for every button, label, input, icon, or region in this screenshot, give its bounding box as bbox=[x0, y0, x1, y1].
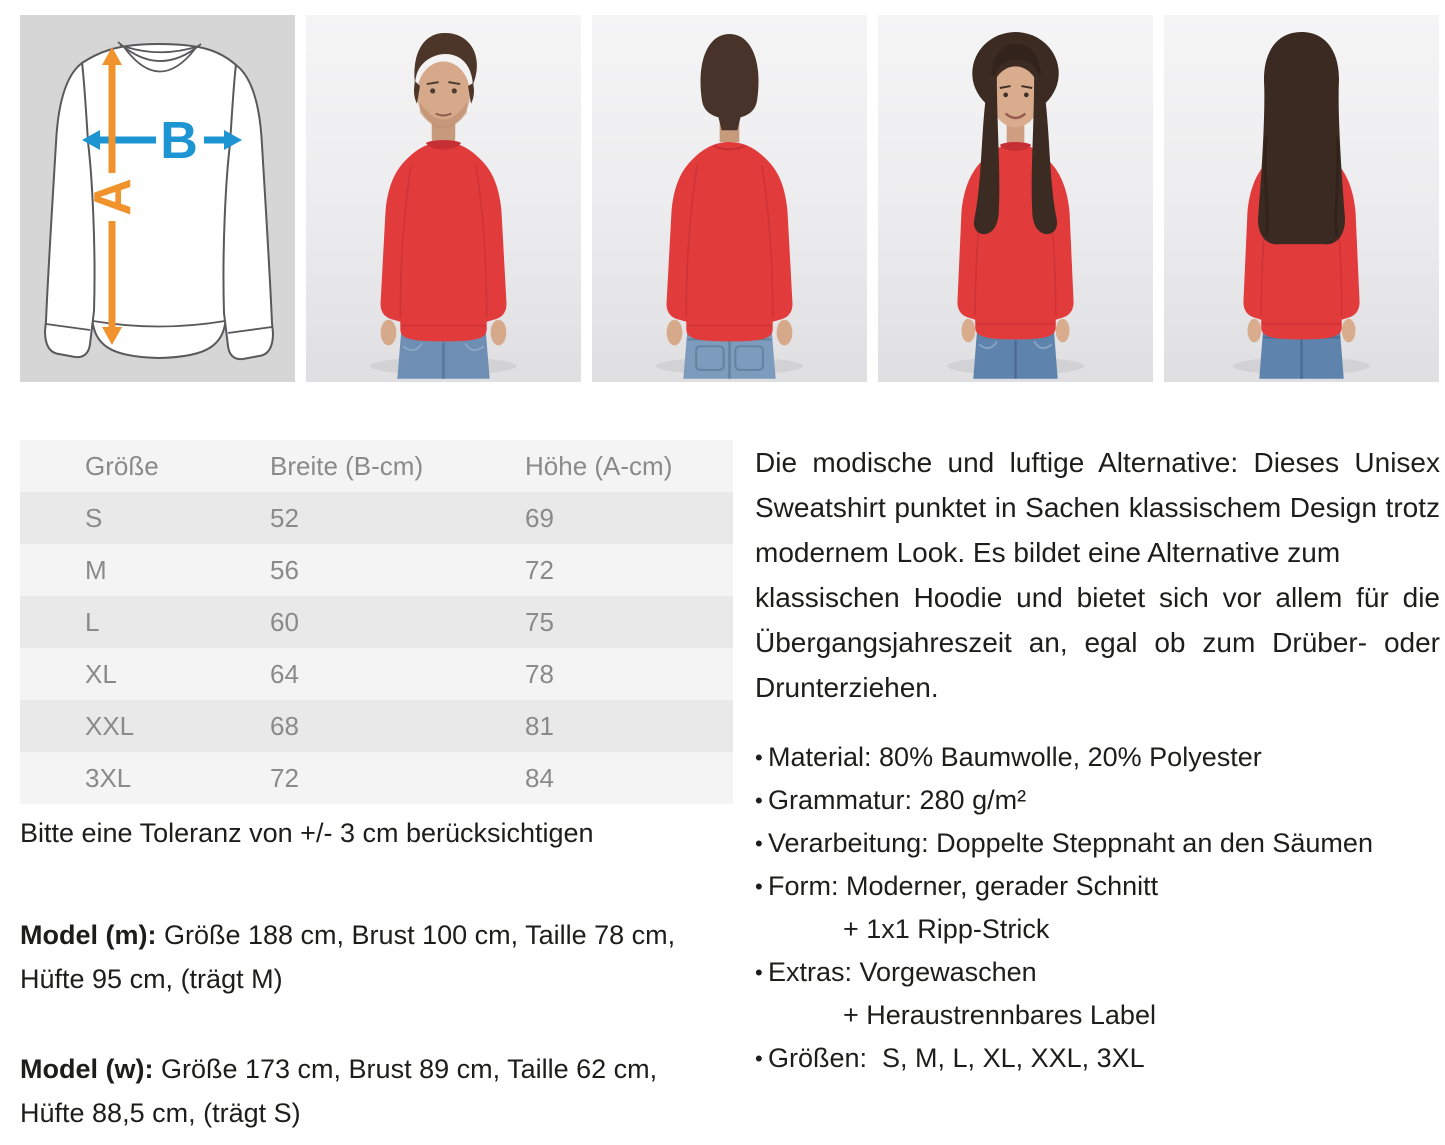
height-cell: 69 bbox=[525, 502, 554, 533]
bullet-icon: • bbox=[755, 745, 763, 770]
table-row-s bbox=[20, 492, 733, 544]
feature-text: Verarbeitung: Doppelte Steppnaht an den Säumen bbox=[768, 828, 1373, 858]
man-back-head bbox=[700, 34, 758, 130]
table-row-xxl bbox=[20, 700, 733, 752]
size-cell: 3XL bbox=[85, 762, 132, 793]
size-diagram-panel bbox=[20, 15, 295, 382]
feature-text: Grammatur: 280 g/m² bbox=[768, 785, 1027, 815]
red-sweatshirt-front bbox=[957, 142, 1073, 339]
bullet-icon: • bbox=[755, 831, 763, 856]
photo-man-front bbox=[306, 15, 581, 382]
bullet-icon: • bbox=[755, 874, 763, 899]
feature-item-verarbeitung bbox=[755, 822, 1440, 865]
male-model-back-illustration bbox=[592, 15, 867, 382]
feature-continuation-form: + 1x1 Ripp-Strick bbox=[843, 914, 1050, 944]
width-cell: 72 bbox=[270, 762, 299, 793]
size-cell: XXL bbox=[85, 710, 135, 741]
size-table bbox=[20, 440, 733, 804]
column-header-breite: Breite (B-cm) bbox=[270, 450, 424, 481]
red-sweatshirt-front bbox=[381, 140, 507, 341]
feature-item-extras bbox=[755, 951, 1440, 994]
feature-item-material bbox=[755, 736, 1440, 779]
model-m-label: Model (m): bbox=[20, 920, 157, 950]
size-info-column bbox=[20, 440, 733, 1135]
table-row-xl bbox=[20, 648, 733, 700]
width-cell: 68 bbox=[270, 710, 299, 741]
feature-continuation-extras: + Heraustrennbares Label bbox=[843, 1000, 1156, 1030]
description-paragraph-1: Die modische und luftige Alternative: Dieses Unisex Sweatshirt punktet in Sachen klassischem Design trotz modernem Look. Es bildet eine Alternative zum bbox=[755, 447, 1440, 568]
feature-item-groessen bbox=[755, 1037, 1440, 1080]
tolerance-note: Bitte eine Toleranz von +/- 3 cm berücksichtigen bbox=[20, 818, 594, 848]
size-cell: M bbox=[85, 554, 107, 585]
size-cell: L bbox=[85, 606, 100, 637]
product-image-strip bbox=[0, 0, 1445, 382]
model-m-measurements: Größe 188 cm, Brust 100 cm, Taille 78 cm, Hüfte 95 cm, (trägt M) bbox=[20, 920, 676, 994]
model-w-measurements: Größe 173 cm, Brust 89 cm, Taille 62 cm, Hüfte 88,5 cm, (trägt S) bbox=[20, 1054, 658, 1128]
width-label: B bbox=[160, 112, 198, 170]
table-row-l bbox=[20, 596, 733, 648]
woman-back-hair bbox=[1258, 32, 1345, 244]
height-label: A bbox=[84, 178, 142, 216]
height-cell: 81 bbox=[525, 710, 554, 741]
red-sweatshirt-back bbox=[667, 142, 793, 341]
photo-woman-back bbox=[1164, 15, 1439, 382]
feature-item-grammatur bbox=[755, 779, 1440, 822]
column-header-groesse: Größe bbox=[85, 450, 159, 481]
model-w-info bbox=[20, 1047, 720, 1135]
product-details-section bbox=[20, 440, 1440, 1135]
male-model-front-illustration bbox=[306, 15, 581, 382]
feature-text: Größen: S, M, L, XL, XXL, 3XL bbox=[768, 1043, 1145, 1073]
female-model-back-illustration bbox=[1164, 15, 1439, 382]
bullet-icon: • bbox=[755, 960, 763, 985]
size-cell: S bbox=[85, 502, 103, 533]
size-table-header-row bbox=[20, 440, 733, 492]
column-header-hoehe: Höhe (A-cm) bbox=[525, 450, 673, 481]
width-cell: 56 bbox=[270, 554, 299, 585]
width-cell: 52 bbox=[270, 502, 299, 533]
model-m-info bbox=[20, 913, 720, 1001]
width-cell: 60 bbox=[270, 606, 299, 637]
man-face bbox=[414, 33, 477, 128]
height-cell: 75 bbox=[525, 606, 554, 637]
table-row-m bbox=[20, 544, 733, 596]
product-description bbox=[755, 440, 1440, 710]
height-cell: 72 bbox=[525, 554, 554, 585]
feature-text: Form: Moderner, gerader Schnitt bbox=[768, 871, 1159, 901]
bullet-icon: • bbox=[755, 1046, 763, 1071]
model-w-label: Model (w): bbox=[20, 1054, 154, 1084]
sweatshirt-measurement-diagram bbox=[20, 15, 295, 382]
description-paragraph-2: klassischen Hoodie und bietet sich vor allem für die Übergangsjahreszeit an, egal ob zum Drüber- oder Drunterziehen. bbox=[755, 582, 1440, 703]
feature-text: Material: 80% Baumwolle, 20% Polyester bbox=[768, 742, 1262, 772]
table-row-3xl bbox=[20, 752, 733, 804]
photo-man-back bbox=[592, 15, 867, 382]
sweatshirt-outline bbox=[45, 44, 273, 359]
feature-item-form bbox=[755, 865, 1440, 908]
photo-woman-front bbox=[878, 15, 1153, 382]
height-cell: 84 bbox=[525, 762, 554, 793]
width-cell: 64 bbox=[270, 658, 299, 689]
bullet-icon: • bbox=[755, 788, 763, 813]
female-model-front-illustration bbox=[878, 15, 1153, 382]
size-cell: XL bbox=[85, 658, 117, 689]
description-column bbox=[755, 440, 1440, 1135]
feature-list bbox=[755, 736, 1440, 1080]
height-cell: 78 bbox=[525, 658, 554, 689]
feature-text: Extras: Vorgewaschen bbox=[768, 957, 1037, 987]
